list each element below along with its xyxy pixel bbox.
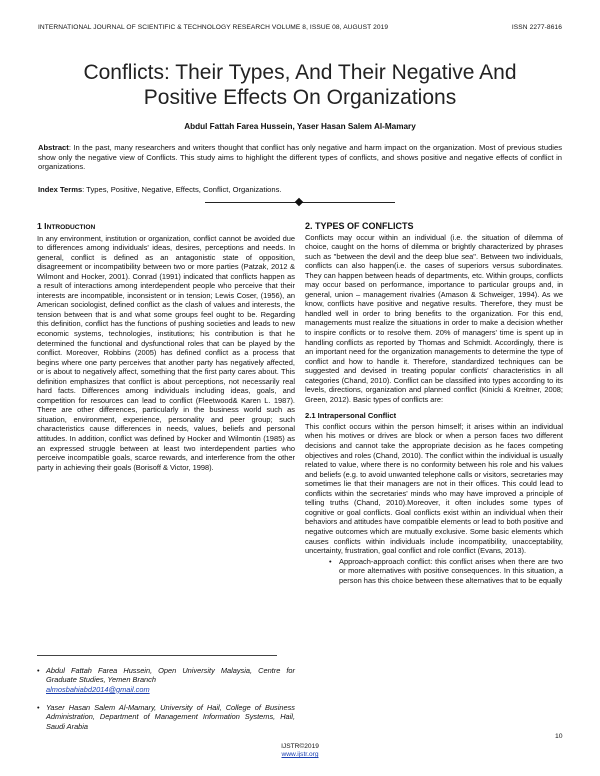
title-line-2: Positive Effects On Organizations (143, 86, 457, 109)
footnote-text: Yaser Hasan Salem Al-Mamary, University of Hail, College of Business Administration, Department of Management Information Systems, Hail, Saudi Arabia (46, 703, 295, 731)
section-2-1-body: This conflict occurs within the person himself; it arises within an individual when his motives or drives are block or when a person faces two different decisions and cannot take the appropriate decision as he faces competing objectives and roles (Chand, 2010). The conflict within the individual is usually related to value, where there is no conformity between his role and his values and beliefs (e.g. to avoid unwanted telephone calls or visitors, secretaries may sometimes lie that their managers are not in their offices. This could lead to conflicts within the secretaries' minds who may have improved a principle of telling truths (Chand, 2010).Moreover, it often includes some types of cognitive or goal conflicts. Goal conflicts exist within an individual when their behaviors and attitudes have compatible elements or lead to both positive and negative outcomes which are mutually exclusive. Some basic elements which causes conflicts within individuals include incompatibility, unacceptability, uncertainty, frustration, goal conflict and role conflict (Evans, 2013). (305, 421, 563, 556)
index-terms (38, 185, 562, 195)
footer-url-link[interactable]: www.ijstr.org (281, 751, 319, 758)
footer-code: IJSTR©2019 (281, 743, 319, 750)
journal-name: INTERNATIONAL JOURNAL OF SCIENTIFIC & TECHNOLOGY RESEARCH VOLUME 8, ISSUE 08, AUGUST 2019 (38, 24, 389, 31)
footnote-author-2 (37, 703, 295, 731)
abstract (38, 143, 562, 172)
index-terms-text: : Types, Positive, Negative, Effects, Conflict, Organizations. (82, 185, 282, 194)
author-email-link[interactable]: almosbahiabd2014@gmail.com (46, 684, 150, 694)
list-item (329, 557, 563, 586)
section-2-1-heading: 2.1 Intrapersonal Conflict (305, 411, 397, 421)
footnote-text: Abdul Fattah Farea Hussein, Open University Malaysia, Centre for Graduate Studies, Yemen Branch (46, 666, 295, 685)
section-2-body: Conflicts may occur within an individual (i.e. the situation of dilemma of choice, caught on the horns of dilemma or brightly characterized by phrases such as "between the devil and the deep blue sea". Between two individuals, conflicts can also happen(i.e. the cases of superiors versus subordinates. They can happen between heads of departments, etc. Within groups, conflicts may occur based on performance, importance to particular groups and, in general, union – management rivalries (Amason & Schweiger, 1994). As we know, conflicts have positive and negative results. Therefore, they must be handled well in order to bring benefits to the organization. For this end, managements must realize the situations in order to make a decision whether to inspire conflicts or to resolve them. 20% of managers' time is spent up in handling conflicts as reported by Thomas and Schmidt. Accordingly, there is an important need for the organization managements to determine the type of conflict and how to handle it. Therefore, standardized techniques can be suggested and devised in treating popular conflicts' characteristics in all categories (Chand, 2010). Conflict can be classified into types according to its levels, directions, organization and planned conflict (Kinicki & Kreitner, 2008; Green, 2012). Basic types of conflicts are: (305, 232, 563, 404)
issn: ISSN 2277-8616 (511, 24, 562, 31)
paper-title (30, 60, 570, 110)
page-footer (0, 743, 600, 759)
section-2-heading: 2. TYPES OF CONFLICTS (305, 221, 414, 231)
abstract-text: : In the past, many researchers and writers thought that conflict has only negative and harm impact on the organization. Most of previous studies show only the negative view of Conflicts. This study aims to highlight the different types of conflicts, and shows positive and negative effects of conflict in organizations. (38, 143, 562, 172)
footnote-author-1 (37, 666, 295, 694)
author-list: Abdul Fattah Farea Hussein, Yaser Hasan Salem Al-Mamary (184, 122, 416, 131)
page-number: 10 (555, 733, 563, 740)
section-divider (205, 199, 395, 206)
section-1-body: In any environment, institution or organization, conflict cannot be avoided due to differences among individuals' ideas, desires, perceptions and needs. In general, conflict is defined as an antagonistic state of opposition, disagreement or incompatibility between two or more parties (Patzak, 2012 & Wilmont and Hocker, 2001). Conrad (1991) indicated that conflicts happen as a result of interactions among interdependent people who perceive that their interests are incompatible, inconsistent or in tension; Lewis Coser, (1956), an American sociologist, defined conflict as the clash of values and interests, the tension between that is and what some groups feel ought to be. Regarding this definition, conflict has the functions of pushing societies and leads to new economic systems, technologies, institutions; his contribution is that he determined the functional and dysfunctional roles that can be played by the conflict. Moreover, Robbins (2005) has defined conflict as a process that begins where one party perceives that another party has negatively affected, or is about to negatively affect, something that the first party cares about. This definition emphasizes that conflict is about perceptions, not necessarily real hard facts. Differences among individuals including ideas, goals, and competition for resources can lead to conflict (Fleetwood& Karen L. 1987). There are other differences, particularly in the business world such as situation, environment, experience, personality and peer group; such characteristics cause differences in needs, values, beliefs and personal attitudes. In addition, conflict was defined by Hocker and Wilmontin (1985) as an expressed struggle between at least two interdependent parties who perceive incompatible goals, scarce rewards, and interference from the other party in achieving their goals (Borisoff & Victor, 1998). (37, 233, 295, 472)
diamond-icon (295, 198, 303, 206)
running-header (38, 24, 562, 31)
bullet-icon: • (37, 703, 40, 712)
title-line-1: Conflicts: Their Types, And Their Negative And (83, 61, 517, 84)
left-column (37, 222, 295, 472)
abstract-label: Abstract (38, 143, 69, 152)
index-terms-label: Index Terms (38, 185, 83, 194)
right-column (305, 222, 563, 585)
footnote-rule (37, 655, 277, 656)
list-item-text: Approach-approach conflict: this conflict arises when there are two or more alternatives with positive consequences. In this situation, a person has this choice between these alternatives that to be equally (339, 556, 563, 585)
bullet-icon: • (37, 666, 40, 675)
section-1-heading: 1 INTRODUCTION (37, 221, 96, 231)
bullet-icon: • (329, 556, 332, 566)
